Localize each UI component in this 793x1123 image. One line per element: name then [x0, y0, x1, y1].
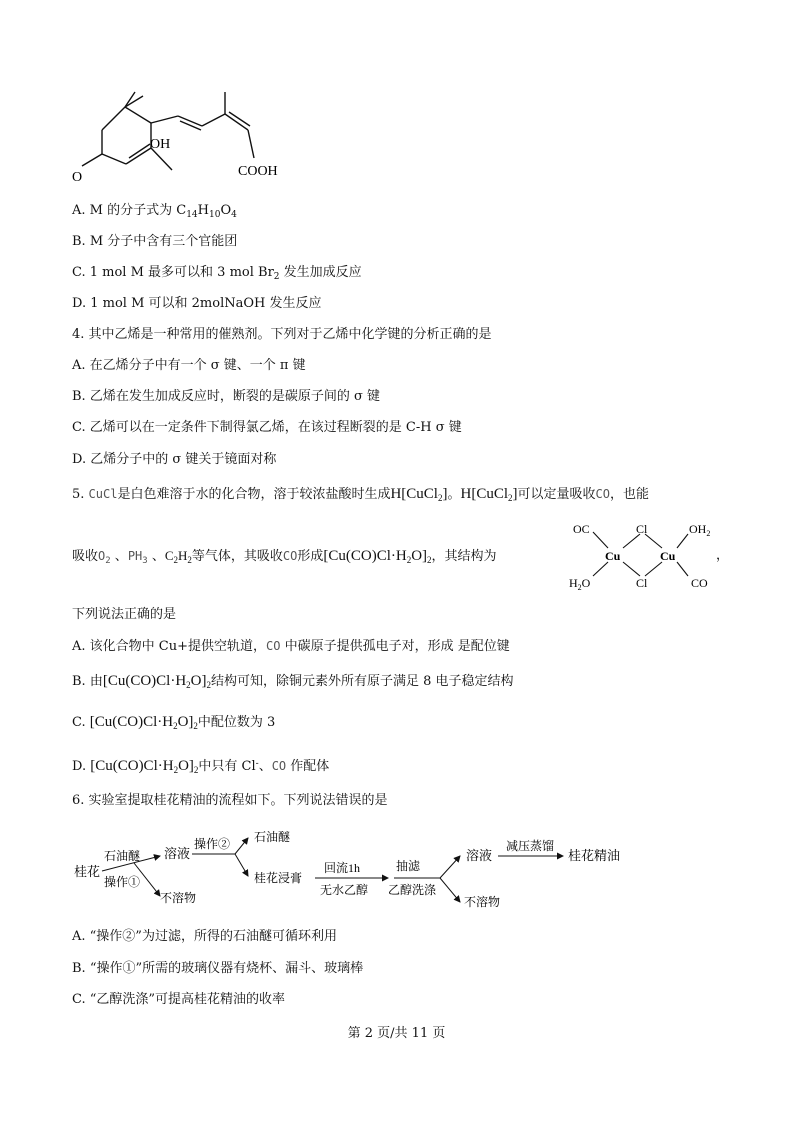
q3-option-a: A. M 的分子式为 $C_{14}H_{10}O_4$: [72, 203, 237, 220]
q6-stem: 6. 实验室提取桂花精油的流程如下。下列说法错误的是: [72, 793, 388, 808]
q5-option-c: C. $[Cu(CO)Cl\cdot H_2O]_2$中配位数为 3: [72, 714, 276, 731]
carboxyl-label: COOH: [238, 164, 278, 179]
q3-option-d: D. 1 mol M 可以和 2molNaOH 发生反应: [72, 296, 322, 311]
struct-cl-bottom: Cl: [636, 576, 648, 590]
q4-option-a: A. 在乙烯分子中有一个 σ 键、一个 π 键: [72, 358, 306, 373]
q5-comma: ，: [716, 548, 730, 563]
flow-op1: 操作①: [104, 875, 141, 889]
extraction-flowchart: [70, 824, 670, 924]
struct-cu-right: Cu: [660, 549, 676, 563]
q5-stem-line2: 吸收$O_2$ 、$PH_3$ 、$C_2H_2$等气体，其吸收CO形成$[Cu(CO)Cl\cdot H_2O]_2$，其结构为: [72, 548, 497, 566]
flow-wash: 乙醇洗涤: [388, 883, 437, 897]
q5-question: 下列说法正确的是: [72, 607, 177, 622]
flow-insoluble1: 不溶物: [160, 891, 197, 905]
page-footer: 第 2 页/共 11 页: [347, 1026, 446, 1041]
q4-stem: 4. 其中乙烯是一种常用的催熟剂。下列对于乙烯中化学键的分析正确的是: [72, 327, 492, 342]
struct-oc: OC: [573, 522, 590, 536]
flow-ether: 石油醚: [254, 830, 291, 844]
molecule-m-structure: [60, 88, 310, 186]
ketone-oxygen-label: O: [72, 170, 83, 185]
flow-extract: 桂花浸膏: [254, 871, 303, 885]
q5-option-d: D. $[Cu(CO)Cl\cdot H_2O]_2$中只有 Cl-、CO 作配体: [72, 758, 330, 775]
q5-option-a: A. 该化合物中 Cu+提供空轨道，CO 中碳原子提供孤电子对，形成 是配位键: [72, 639, 510, 654]
struct-h2o: $H_2O$: [569, 576, 591, 592]
q5-option-b: B. 由$[Cu(CO)Cl\cdot H_2O]_2$结构可知，除铜元素外所有原子满足 8 电子稳定结构: [72, 673, 514, 690]
q6-option-c: C. “乙醇洗涤”可提高桂花精油的收率: [72, 992, 286, 1007]
flow-start: 桂花: [74, 864, 101, 879]
flow-product: 桂花精油: [568, 848, 621, 863]
struct-co: CO: [691, 576, 708, 590]
q3-option-c: C. 1 mol M 最多可以和 3 mol $Br_2$ 发生加成反应: [72, 265, 362, 282]
q4-option-c: C. 乙烯可以在一定条件下制得氯乙烯，在该过程断裂的是 C-H σ 键: [72, 420, 462, 435]
q6-option-a: A. “操作②”为过滤，所得的石油醚可循环利用: [72, 929, 337, 944]
q5-stem-line1: 5. CuCl是白色难溶于水的化合物，溶于较浓盐酸时生成H[CuCl$_2$]。H[CuCl$_2$]可以定量吸收CO，也能: [72, 486, 649, 503]
struct-cl-top: Cl: [636, 522, 648, 536]
q6-option-b: B. “操作①”所需的玻璃仪器有烧杯、漏斗、玻璃棒: [72, 961, 364, 976]
struct-oh2: $OH_2$: [689, 522, 711, 538]
flow-solution1: 溶液: [164, 846, 191, 861]
flow-reagent1: 石油醚: [104, 849, 141, 863]
q4-option-b: B. 乙烯在发生加成反应时，断裂的是碳原子间的 σ 键: [72, 389, 380, 404]
q3-option-b: B. M 分子中含有三个官能团: [72, 234, 238, 249]
flow-filter: 抽滤: [396, 859, 421, 873]
flow-op2: 操作②: [194, 837, 231, 851]
struct-cu-left: Cu: [605, 549, 621, 563]
flow-solution2: 溶液: [466, 848, 493, 863]
flow-reflux: 回流1h: [324, 861, 361, 875]
q4-option-d: D. 乙烯分子中的 σ 键关于镜面对称: [72, 452, 277, 467]
flow-distill: 减压蒸馏: [506, 839, 555, 853]
hydroxyl-label: OH: [150, 137, 171, 152]
flow-ethanol: 无水乙醇: [320, 883, 369, 897]
flow-insoluble2: 不溶物: [464, 895, 501, 909]
copper-complex-structure: [565, 520, 725, 592]
